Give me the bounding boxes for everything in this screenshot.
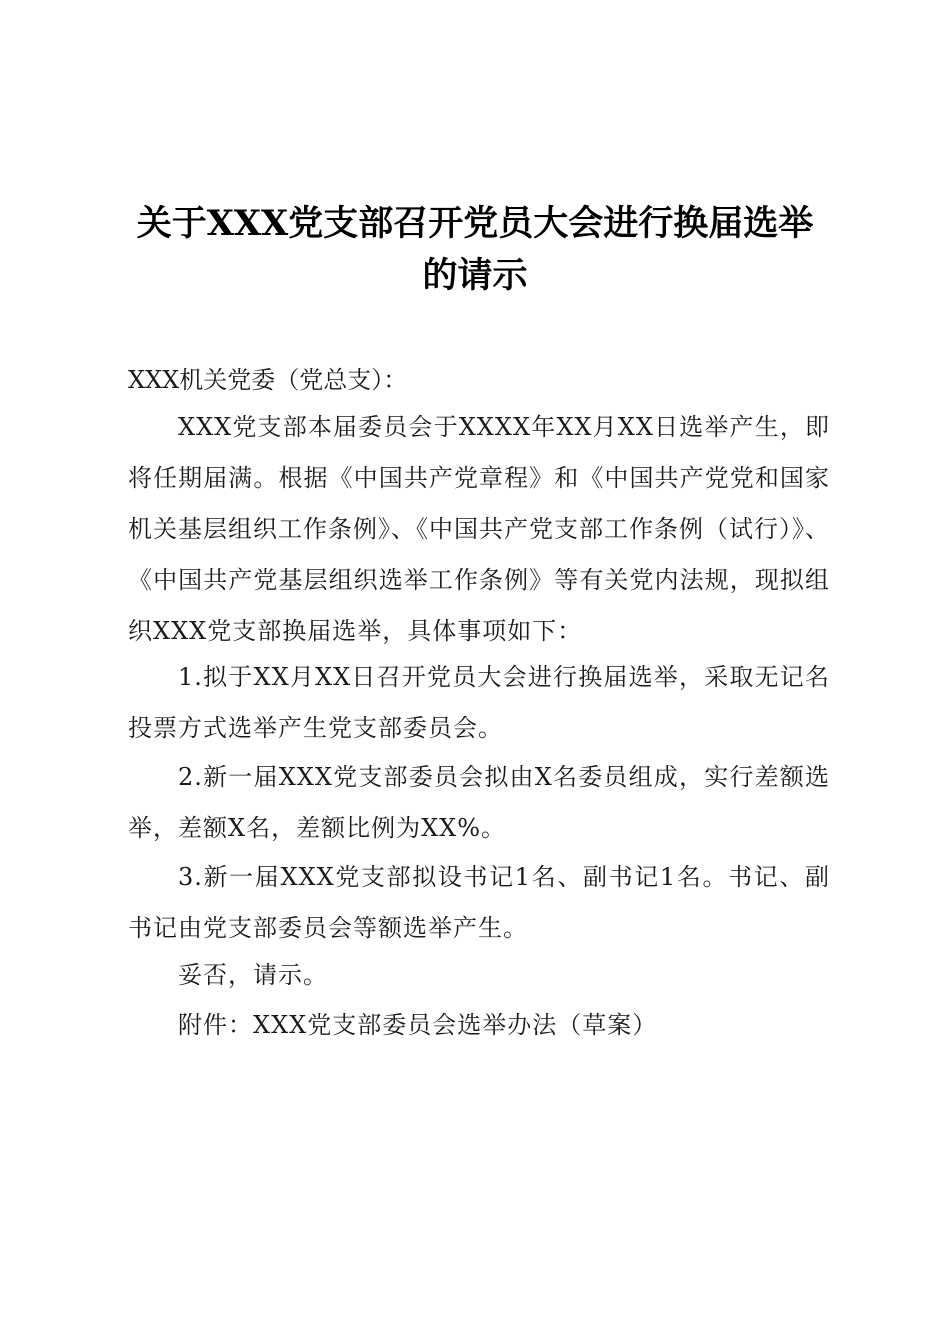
document-title-line-1: 关于XXX党支部召开党员大会进行换届选举 (136, 203, 814, 244)
paragraph-item-1: 1.拟于XX月XX日召开党员大会进行换届选举，采取无记名投票方式选举产生党支部委员会。 (128, 663, 830, 742)
paragraph-item-3: 3.新一届XXX党支部拟设书记1名、副书记1名。书记、副书记由党支部委员会等额选举产生。 (128, 863, 830, 942)
closing-line: 妥否，请示。 (178, 961, 328, 989)
document-title-line-2: 的请示 (422, 255, 528, 296)
paragraph-background: XXX党支部本届委员会于XXXX年XX月XX日选举产生，即将任期届满。根据《中国共产党章程》和《中国共产党党和国家机关基层组织工作条例》、《中国共产党支部工作条例（试行）》、《中国共产党基层组织选举工作条例》等有关党内法规，现拟组织XXX党支部换届选举，具体事项如下： (128, 413, 830, 645)
paragraph-item-2: 2.新一届XXX党支部委员会拟由X名委员组成，实行差额选举，差额X名，差额比例为XX%。 (128, 763, 830, 842)
attachment-line: 附件：XXX党支部委员会选举办法（草案） (178, 1011, 658, 1039)
salutation: XXX机关党委（党总支）： (128, 366, 408, 394)
